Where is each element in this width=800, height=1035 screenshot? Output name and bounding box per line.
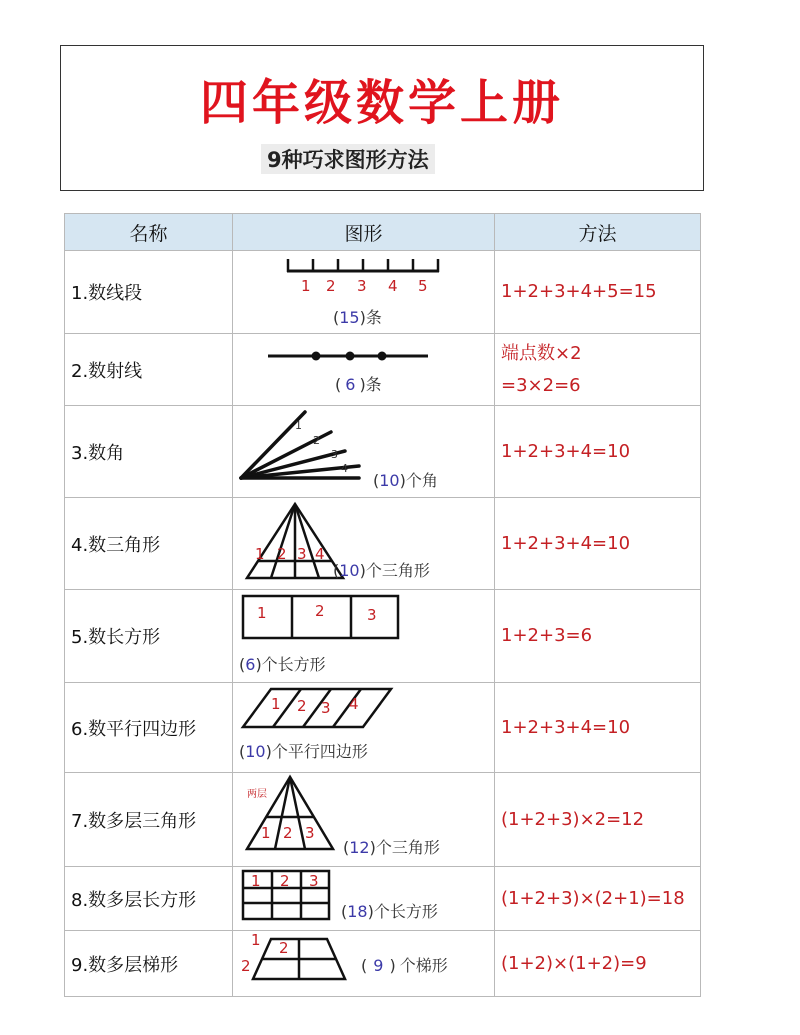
- row-method: (1+2+3)×(2+1)=18: [495, 867, 701, 931]
- count-label: ( 9 ) 个梯形: [361, 956, 448, 975]
- rectangle-diagram: [233, 590, 495, 682]
- count-label: (10)个平行四边形: [239, 742, 368, 761]
- segment-label: 4: [388, 277, 398, 295]
- parallelogram-diagram: [233, 683, 495, 772]
- trapezoid-label: 1: [251, 931, 261, 949]
- layered-rectangle-diagram: [233, 867, 495, 930]
- layered-triangle-diagram: [233, 773, 495, 866]
- table-row: [65, 867, 701, 931]
- rectangle-label: 3: [367, 606, 377, 624]
- layer-note: 两层: [247, 789, 267, 800]
- row-method: 1+2+3=6: [495, 590, 701, 683]
- triangle-label: 3: [297, 545, 307, 563]
- rectangle-label: 2: [280, 872, 290, 890]
- row-method: 1+2+3+4=10: [495, 406, 701, 498]
- figure-parallelograms: [233, 683, 495, 773]
- method-line: =3×2=6: [501, 374, 581, 396]
- figure-layered-trapezoids: [233, 931, 495, 997]
- parallelogram-label: 2: [297, 697, 307, 715]
- page-subtitle: 9种巧求图形方法: [261, 144, 435, 174]
- methods-table: [64, 213, 701, 997]
- table-row: [65, 251, 701, 334]
- table-row: [65, 498, 701, 590]
- triangle-label: 4: [315, 545, 325, 563]
- table-row: [65, 773, 701, 867]
- column-header-method: 方法: [495, 214, 701, 251]
- count-label: (15)条: [333, 308, 382, 327]
- rectangle-label: 1: [257, 604, 267, 622]
- parallelogram-label: 1: [271, 695, 281, 713]
- table-row: [65, 590, 701, 683]
- table-row: [65, 683, 701, 773]
- angle-label: 2: [313, 434, 320, 447]
- count-label: (10)个角: [373, 471, 438, 490]
- page-title: 四年级数学上册: [199, 75, 564, 131]
- row-method: 1+2+3+4=10: [495, 683, 701, 773]
- figure-triangles: [233, 498, 495, 590]
- row-name: 8.数多层长方形: [65, 867, 233, 931]
- row-name: 7.数多层三角形: [65, 773, 233, 867]
- figure-angles: [233, 406, 495, 498]
- segment-label: 3: [357, 277, 367, 295]
- triangle-label: 1: [255, 545, 265, 563]
- row-name: 9.数多层梯形: [65, 931, 233, 997]
- count-label: (18)个长方形: [341, 902, 438, 921]
- row-name: 3.数角: [65, 406, 233, 498]
- count-label: ( 6 )条: [335, 375, 382, 394]
- row-method: (1+2)×(1+2)=9: [495, 931, 701, 997]
- method-line: 端点数×2: [501, 342, 582, 364]
- column-header-name: 名称: [65, 214, 233, 251]
- triangle-label: 1: [261, 824, 271, 842]
- table-row: [65, 334, 701, 406]
- triangle-label: 2: [277, 545, 287, 563]
- trapezoid-label: 2: [279, 939, 289, 957]
- rectangle-label: 3: [309, 872, 319, 890]
- row-name: 1.数线段: [65, 251, 233, 334]
- row-name: 5.数长方形: [65, 590, 233, 683]
- layered-trapezoid-diagram: [233, 931, 495, 996]
- line-segment-diagram: [233, 251, 495, 333]
- figure-rectangles: [233, 590, 495, 683]
- segment-label: 5: [418, 277, 428, 295]
- parallelogram-label: 3: [321, 699, 331, 717]
- angle-label: 4: [341, 462, 348, 475]
- title-box: [60, 45, 704, 191]
- row-method: (1+2+3)×2=12: [495, 773, 701, 867]
- parallelogram-label: 4: [349, 695, 359, 713]
- row-method: [495, 334, 701, 406]
- figure-rays: [233, 334, 495, 406]
- table-row: [65, 406, 701, 498]
- count-label: (12)个三角形: [343, 838, 440, 857]
- figure-layered-triangles: [233, 773, 495, 867]
- table-row: [65, 931, 701, 997]
- figure-line-segments: [233, 251, 495, 334]
- triangle-label: 3: [305, 824, 315, 842]
- row-name: 2.数射线: [65, 334, 233, 406]
- triangle-label: 2: [283, 824, 293, 842]
- rectangle-label: 2: [315, 602, 325, 620]
- table-header-row: [65, 214, 701, 251]
- triangle-diagram: [233, 498, 495, 589]
- column-header-figure: 图形: [233, 214, 495, 251]
- figure-layered-rectangles: [233, 867, 495, 931]
- segment-label: 1: [301, 277, 311, 295]
- row-name: 6.数平行四边形: [65, 683, 233, 773]
- rectangle-label: 1: [251, 872, 261, 890]
- angle-label: 1: [295, 419, 302, 432]
- count-label: (10)个三角形: [333, 561, 430, 580]
- angle-diagram: [233, 406, 495, 497]
- count-label: (6)个长方形: [239, 655, 326, 674]
- ray-diagram: [233, 334, 495, 405]
- row-method: 1+2+3+4+5=15: [495, 251, 701, 334]
- trapezoid-label: 2: [241, 957, 251, 975]
- row-method: 1+2+3+4=10: [495, 498, 701, 590]
- row-name: 4.数三角形: [65, 498, 233, 590]
- angle-label: 3: [331, 448, 338, 461]
- segment-label: 2: [326, 277, 336, 295]
